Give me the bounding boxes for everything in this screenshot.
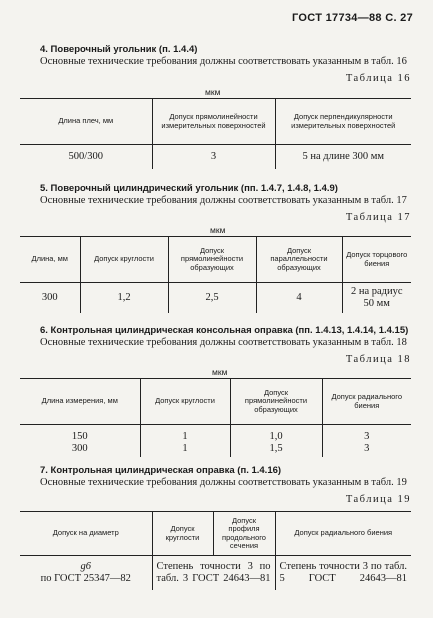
table-18-cell: 1 <box>140 425 230 444</box>
table-16-cell: 500/300 <box>68 150 103 162</box>
table-16-label: Таблица 16 <box>345 73 411 84</box>
table-17-header-length: Длина, мм <box>20 237 80 283</box>
table-18-unit: мкм <box>212 367 228 377</box>
table-18-cell: 1,5 <box>230 443 322 457</box>
table-17-cell: 4 <box>256 283 342 313</box>
section-7-title: 7. Контрольная цилиндрическая оправка (п. 1.4.16) <box>40 465 282 476</box>
table-19 <box>20 511 411 590</box>
table-19-header-profile: Допуск профиля продольного сечения <box>213 512 275 556</box>
section-6-title: 6. Контрольная цилиндрическая консольная оправка (пп. 1.4.13, 1.4.14, 1.4.15) <box>40 325 409 336</box>
section-5-title: 5. Поверочный цилиндрический угольник (пп. 1.4.7, 1.4.8, 1.4.9) <box>40 183 338 194</box>
tolerance-field-g6: g6 <box>80 560 91 572</box>
table-16 <box>20 98 411 169</box>
table-19-cell-runout-accuracy: Степень точности 3 по табл. 5 ГОСТ 24643—81 <box>275 556 411 590</box>
table-17-header-straightness: Допуск прямолинейности образующих <box>168 237 256 283</box>
table-17-label: Таблица 17 <box>345 212 411 223</box>
table-19-cell-diameter <box>20 556 152 590</box>
section-7-paragraph: Основные технические требования должны соответствовать указанным в табл. 19 <box>40 477 407 488</box>
section-4-title: 4. Поверочный угольник (п. 1.4.4) <box>40 44 198 55</box>
table-18-header-length: Длина измерения, мм <box>20 379 140 425</box>
section-5-paragraph: Основные технические требования должны соответствовать указанным в табл. 17 <box>40 195 407 206</box>
table-18-cell: 3 <box>322 425 411 444</box>
table-17-header-face-runout: Допуск торцового биения <box>342 237 411 283</box>
table-17-unit: мкм <box>210 225 226 235</box>
table-17-cell: 300 <box>41 291 58 303</box>
table-16-header-straightness: Допуск прямолинейности измерительных поверхностей <box>152 99 275 145</box>
table-17-header-roundness: Допуск круглости <box>80 237 168 283</box>
table-19-header-diameter: Допуск на диаметр <box>20 512 152 556</box>
table-17 <box>20 236 411 313</box>
table-18-label: Таблица 18 <box>345 354 411 365</box>
table-18-cell: 1,0 <box>230 425 322 444</box>
table-17-cell: 1,2 <box>80 283 168 313</box>
table-16-unit: мкм <box>205 87 221 97</box>
table-17-cell: 2,5 <box>168 283 256 313</box>
table-19-header-radial-runout: Допуск радиального биения <box>275 512 411 556</box>
tolerance-standard: по ГОСТ 25347—82 <box>40 572 131 584</box>
table-16-cell: 3 <box>152 145 275 169</box>
section-4-paragraph: Основные технические требования должны соответствовать указанным в табл. 16 <box>40 56 407 67</box>
page-header: ГОСТ 17734—88 С. 27 <box>292 12 413 24</box>
table-18-cell: 300 <box>71 443 88 454</box>
table-18-header-radial-runout: Допуск радиального биения <box>322 379 411 425</box>
table-16-header-length: Длина плеч, мм <box>20 99 152 145</box>
table-18-cell: 1 <box>140 443 230 457</box>
section-6-paragraph: Основные технические требования должны соответствовать указанным в табл. 18 <box>40 337 407 348</box>
table-18-header-straightness: Допуск прямолинейности образующих <box>230 379 322 425</box>
table-16-cell: 5 на длине 300 мм <box>275 145 411 169</box>
table-18 <box>20 378 411 457</box>
table-17-cell: 2 на радиус 50 мм <box>342 283 411 313</box>
table-19-label: Таблица 19 <box>345 494 411 505</box>
table-19-header-roundness: Допуск круглости <box>152 512 213 556</box>
table-19-cell-accuracy: Степень точности 3 по табл. 3 ГОСТ 24643—81 <box>152 556 275 590</box>
table-18-cell: 150 <box>71 431 88 442</box>
table-18-cell: 3 <box>322 443 411 457</box>
table-16-header-perpendicularity: Допуск перпендикулярности измерительных поверхностей <box>275 99 411 145</box>
table-17-header-parallelism: Допуск параллельности образующих <box>256 237 342 283</box>
table-18-header-roundness: Допуск круглости <box>140 379 230 425</box>
